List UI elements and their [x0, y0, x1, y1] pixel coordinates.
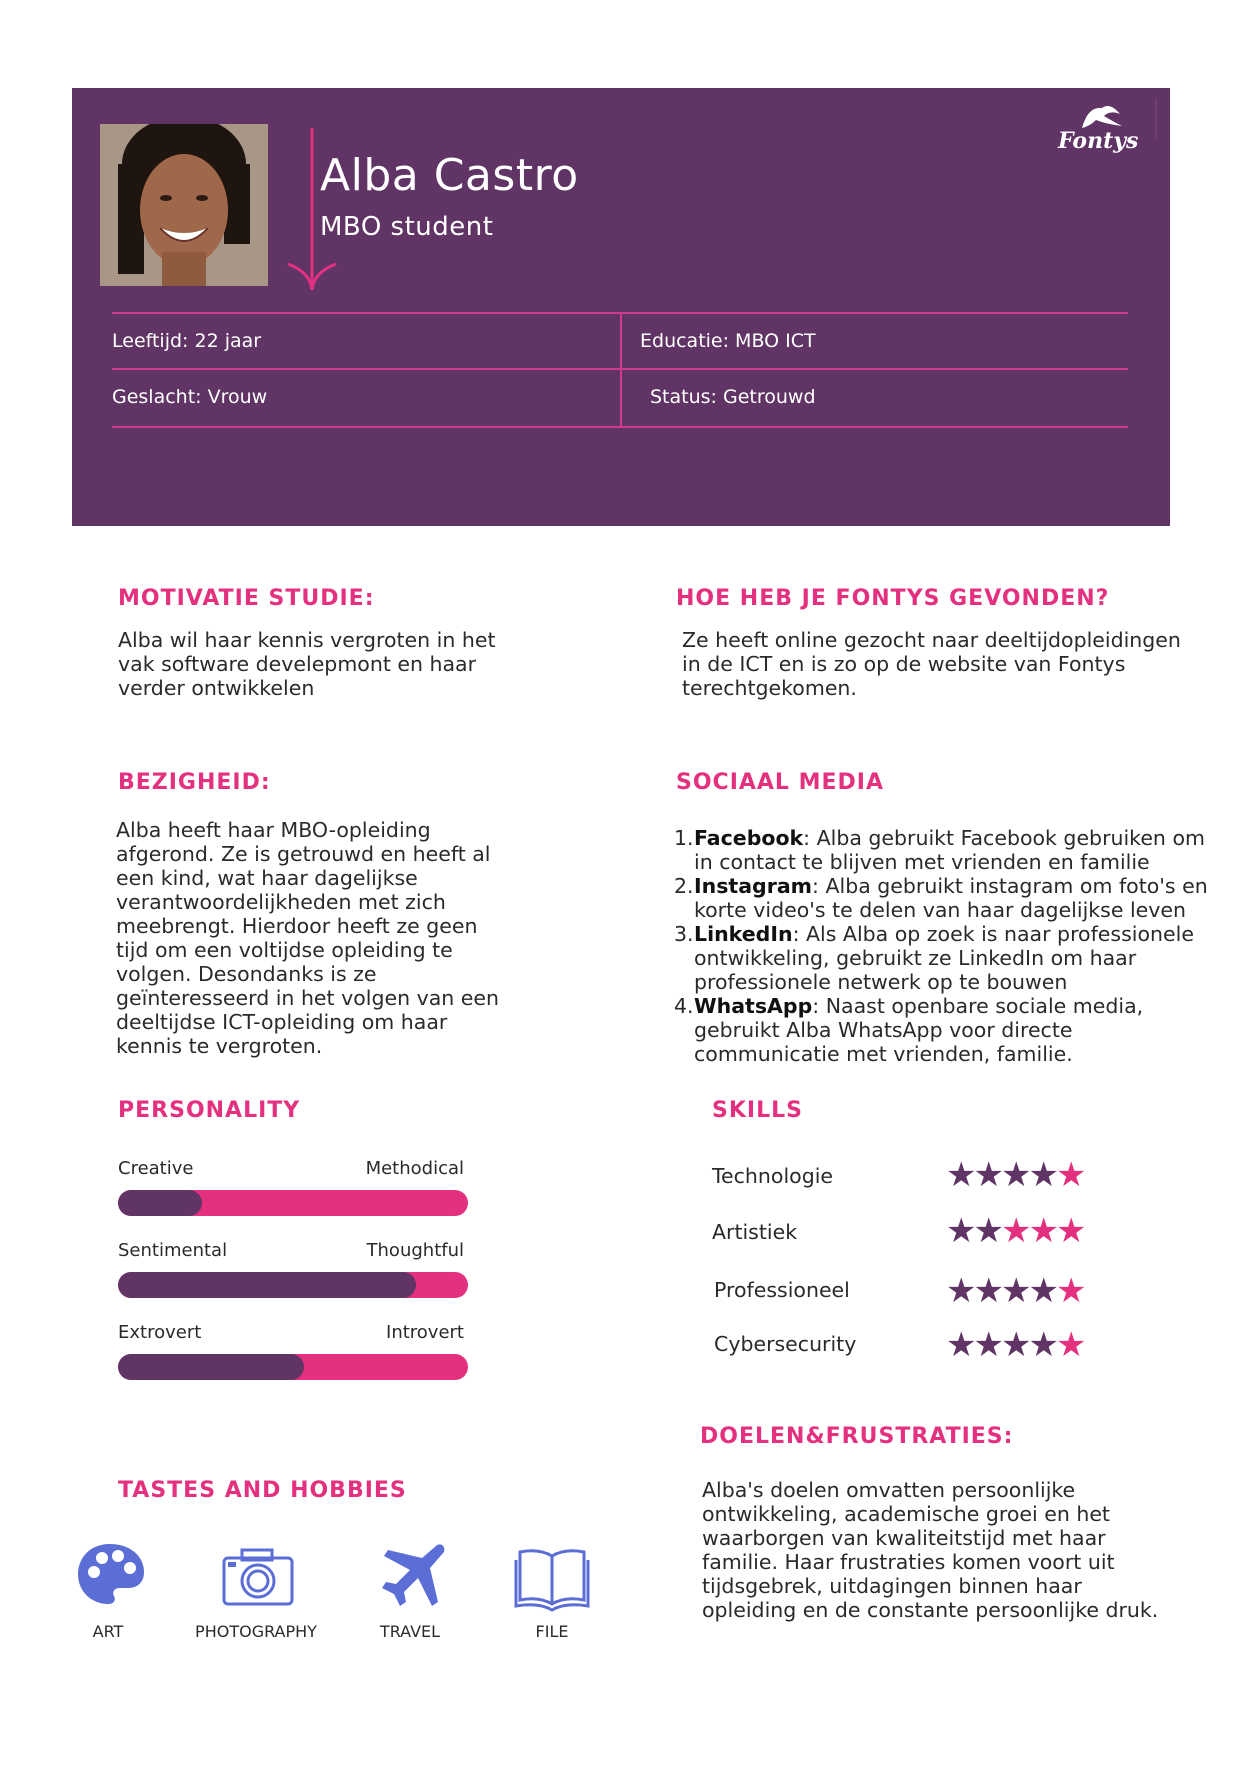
skill-label: Professioneel: [714, 1278, 850, 1302]
persona-name: Alba Castro: [320, 150, 579, 201]
skill-rating: [946, 1155, 1084, 1195]
star-icon: ★: [1028, 1325, 1056, 1365]
divider: [620, 312, 622, 428]
status-info: Status: Getrouwd: [650, 386, 816, 408]
star-icon: ★: [1000, 1155, 1029, 1195]
personality-bar-fill: [118, 1354, 304, 1380]
personality-bar-creative-methodical: [118, 1190, 468, 1216]
motivation-title: MOTIVATIE STUDIE:: [118, 586, 375, 611]
occupation-text: Alba heeft haar MBO-opleiding afgerond. Ze is getrouwd en heeft al een kind, wat haar dagelijkse verantwoordelijkheden met zich meebrengt. Hierdoor heeft ze geen tijd om een voltijdse opleiding te volgen. Desondanks is ze geïnteresseerd in het volgen van een deeltijdse ICT-opleiding om haar kennis te vergroten.: [116, 818, 500, 1058]
persona-header: [72, 88, 1170, 526]
airplane-icon: [374, 1540, 450, 1616]
skill-label: Artistiek: [712, 1220, 798, 1244]
goals-title: DOELEN&FRUSTRATIES:: [700, 1424, 1014, 1449]
skills-title: SKILLS: [712, 1098, 803, 1123]
star-icon: ★: [946, 1271, 974, 1311]
star-icon: ★: [1055, 1271, 1084, 1311]
camera-icon: [220, 1540, 296, 1616]
slider-right-label: Introvert: [386, 1322, 464, 1343]
age-info: Leeftijd: 22 jaar: [112, 330, 262, 352]
slider-right-label: Thoughtful: [366, 1240, 464, 1261]
star-icon: ★: [1028, 1271, 1056, 1311]
star-icon: ★: [1028, 1211, 1056, 1251]
hobby-label-art: ART: [92, 1622, 124, 1641]
social-item-whatsapp: 4. WhatsApp: Naast openbare sociale media, gebruikt Alba WhatsApp voor directe communicatie met vrienden, familie.: [674, 994, 1144, 1066]
profile-photo: [100, 124, 268, 286]
star-icon: ★: [1028, 1155, 1056, 1195]
slider-right-label: Methodical: [365, 1158, 464, 1179]
social-item-linkedin: 3. LinkedIn: Als Alba op zoek is naar professionele ontwikkeling, gebruikt ze LinkedIn om haar professionele netwerk op te bouwen: [674, 922, 1194, 994]
star-icon: ★: [973, 1271, 1001, 1311]
personality-bar-sentimental-thoughtful: [118, 1272, 468, 1298]
social-list: [674, 826, 1238, 1066]
star-icon: ★: [1000, 1211, 1029, 1251]
star-icon: ★: [1000, 1271, 1029, 1311]
goals-text: Alba's doelen omvatten persoonlijke ontwikkeling, academische groei en het waarborgen van kwaliteitstijd met haar familie. Haar frustraties komen voort uit tijdsgebrek, uitdagingen binnen haar opleiding en de constante persoonlijke druk.: [702, 1478, 1159, 1622]
star-icon: ★: [1000, 1325, 1029, 1365]
found-text: Ze heeft online gezocht naar deeltijdopleidingen in de ICT en is zo op de website van Fontys terechtgekomen.: [682, 628, 1181, 700]
book-icon: [514, 1540, 590, 1616]
palette-icon: [72, 1536, 148, 1612]
social-title: SOCIAAL MEDIA: [676, 770, 885, 795]
star-icon: ★: [973, 1325, 1001, 1365]
hobby-label-photography: PHOTOGRAPHY: [195, 1622, 317, 1641]
slider-left-label: Creative: [118, 1158, 194, 1179]
star-icon: ★: [946, 1155, 974, 1195]
star-icon: ★: [1055, 1155, 1084, 1195]
hobby-label-travel: TRAVEL: [379, 1622, 441, 1641]
found-title: HOE HEB JE FONTYS GEVONDEN?: [676, 586, 1110, 611]
gender-info: Geslacht: Vrouw: [112, 386, 268, 408]
star-icon: ★: [1055, 1325, 1084, 1365]
personality-bar-fill: [118, 1272, 416, 1298]
hobbies-title: TASTES AND HOBBIES: [118, 1478, 407, 1503]
skill-rating: [946, 1271, 1084, 1311]
slider-left-label: Sentimental: [118, 1240, 228, 1261]
fontys-logo: [1052, 98, 1162, 158]
star-icon: ★: [973, 1155, 1001, 1195]
skill-label: Cybersecurity: [714, 1332, 857, 1356]
skill-rating: [946, 1325, 1084, 1365]
persona-role: MBO student: [320, 212, 494, 242]
social-item-instagram: 2. Instagram: Alba gebruikt instagram om foto's en korte video's te delen van haar dagelijkse leven: [674, 874, 1208, 922]
personality-title: PERSONALITY: [118, 1098, 301, 1123]
social-item-facebook: 1. Facebook: Alba gebruikt Facebook gebruiken om in contact te blijven met vrienden en familie: [674, 826, 1205, 874]
star-icon: ★: [946, 1325, 974, 1365]
personality-bar-fill: [118, 1190, 202, 1216]
education-info: Educatie: MBO ICT: [640, 330, 816, 352]
star-icon: ★: [1055, 1211, 1084, 1251]
personality-bar-extrovert-introvert: [118, 1354, 468, 1380]
occupation-title: BEZIGHEID:: [118, 770, 271, 795]
motivation-text: Alba wil haar kennis vergroten in het vak software develepmont en haar verder ontwikkelen: [118, 628, 496, 700]
slider-left-label: Extrovert: [118, 1322, 202, 1343]
skill-label: Technologie: [712, 1164, 834, 1188]
logo-text: Fontys: [1058, 128, 1139, 154]
star-icon: ★: [973, 1211, 1001, 1251]
hobby-label-file: FILE: [535, 1622, 569, 1641]
star-icon: ★: [946, 1211, 974, 1251]
skill-rating: [946, 1211, 1084, 1251]
